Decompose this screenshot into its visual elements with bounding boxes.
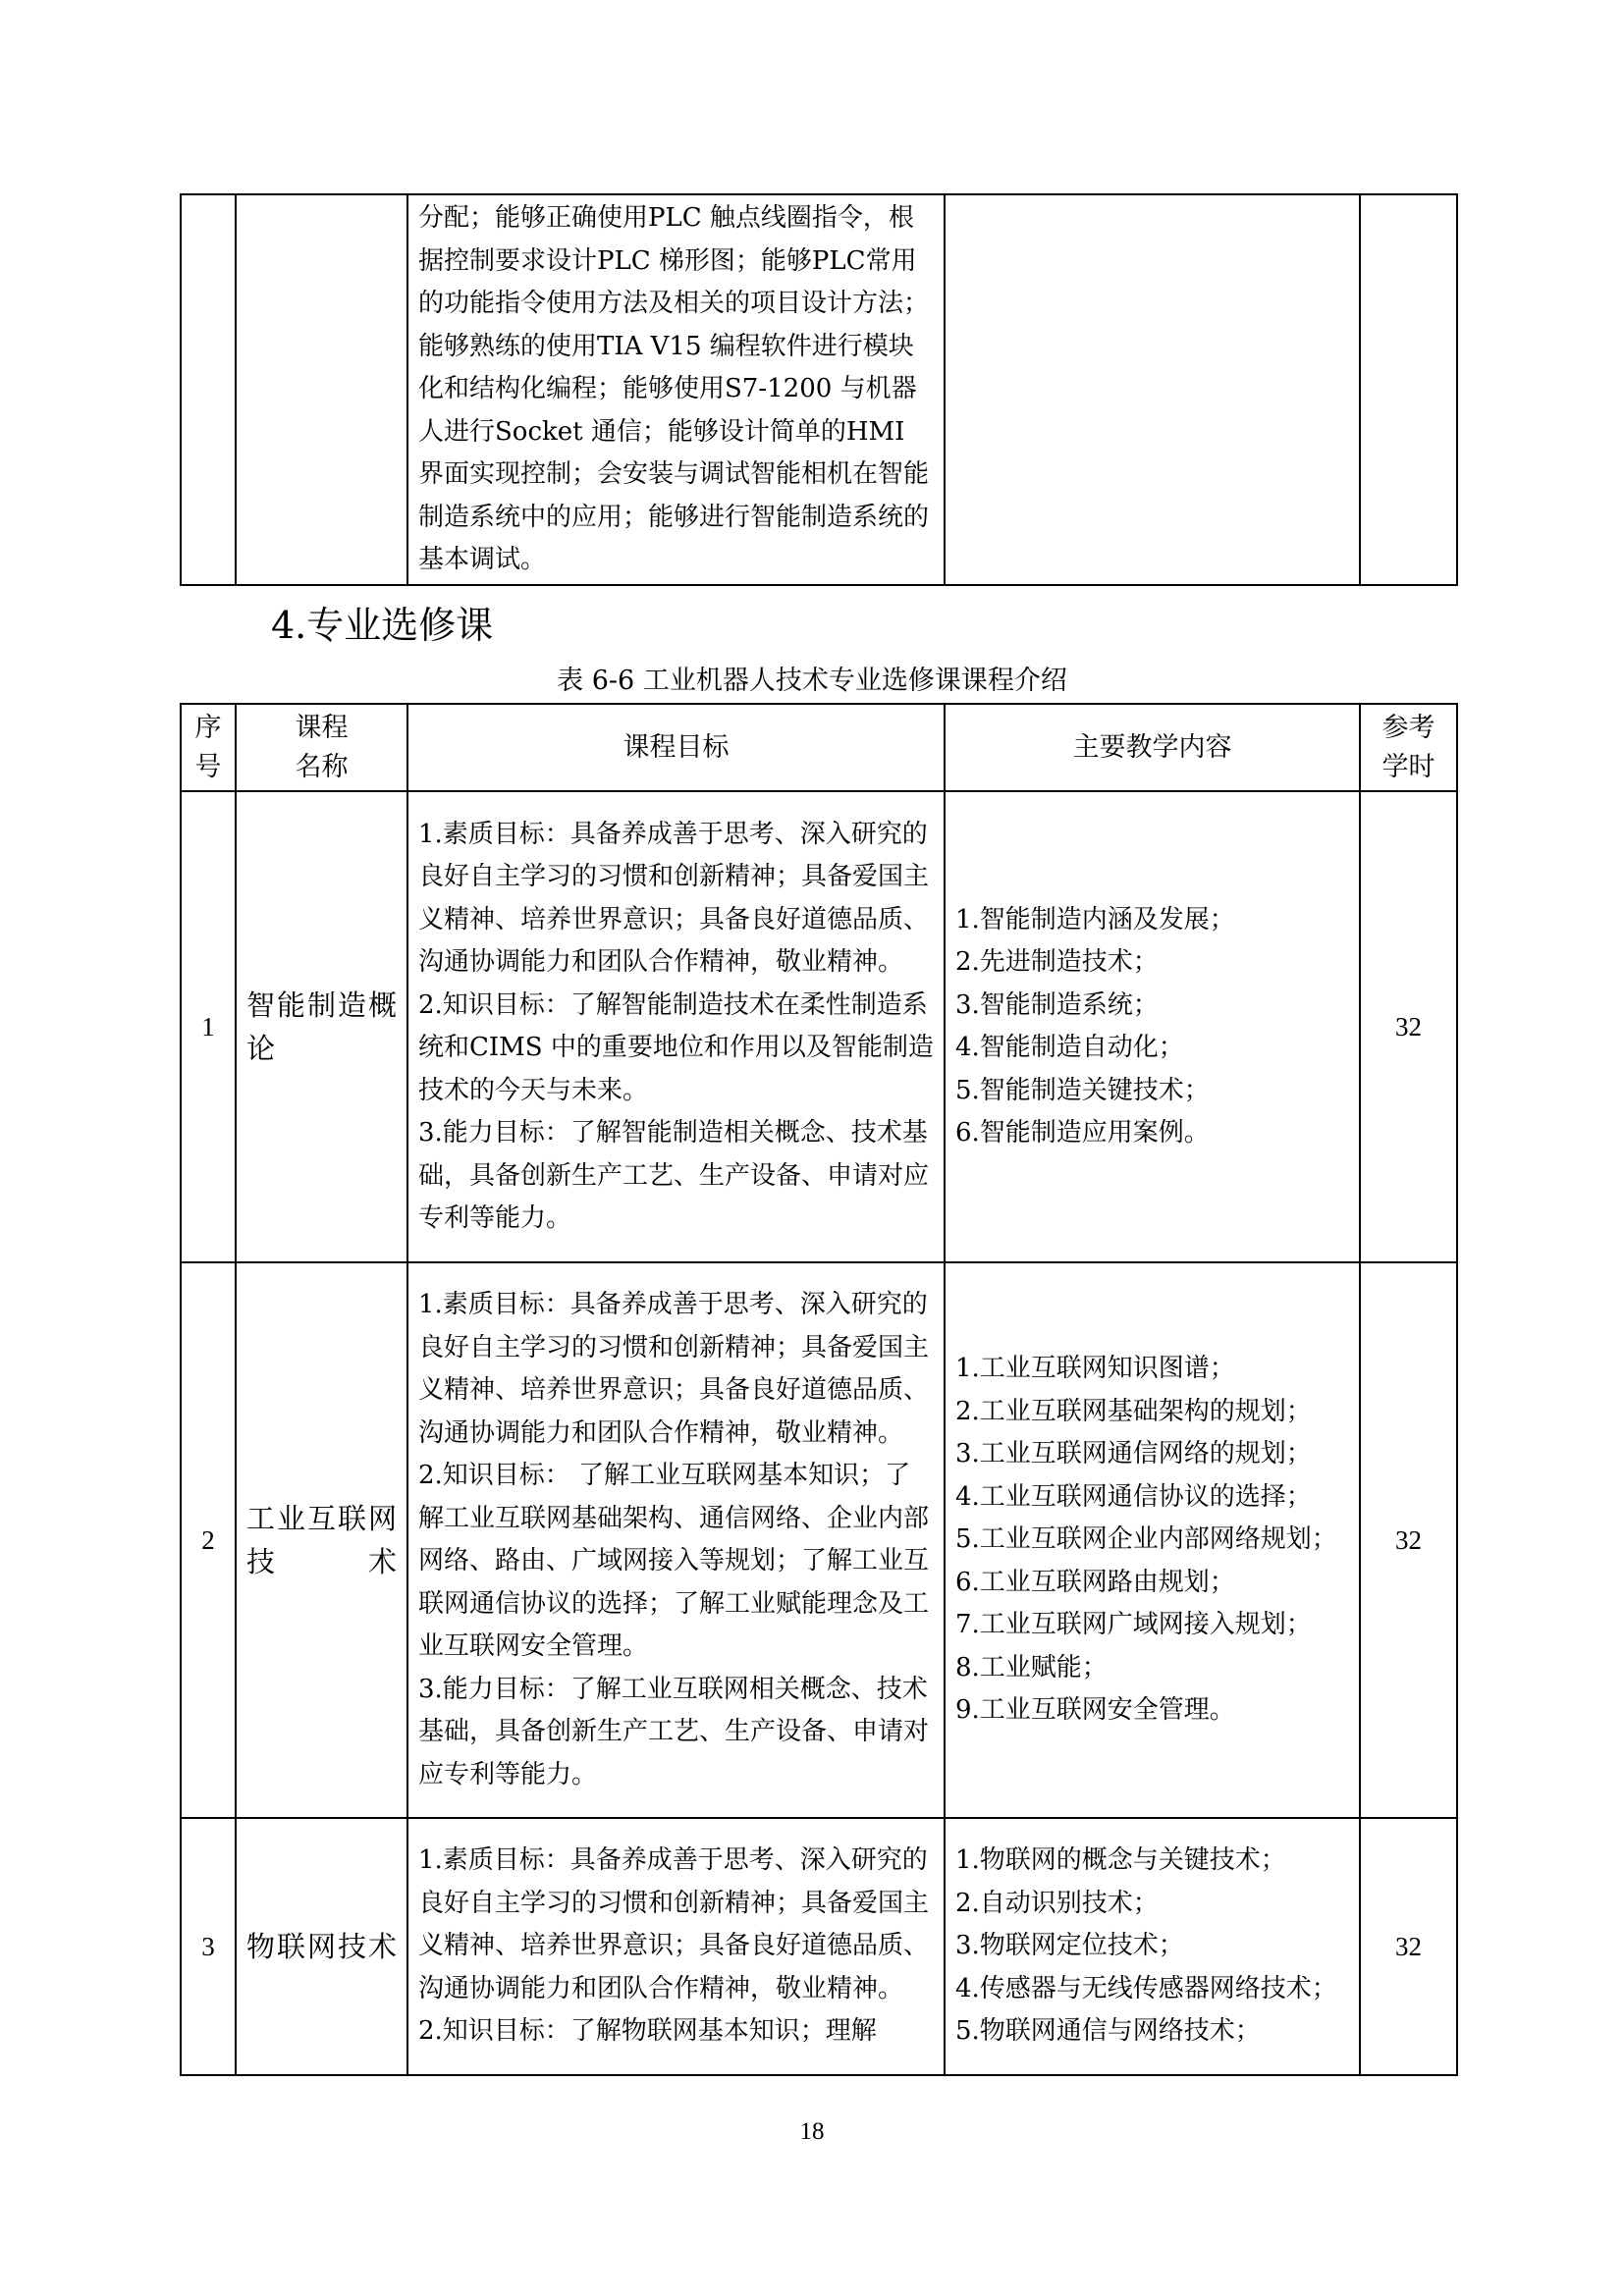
section-heading: 4.专业选修课 [271,604,494,647]
content-item: 1.智能制造内涵及发展； [955,904,1235,934]
goal-paragraph: 1.素质目标：具备养成善于思考、深入研究的良好自主学习的习惯和创新精神；具备爱国主义精神、培养世界意识；具备良好道德品质、沟通协调能力和团队合作精神，敬业精神。 [418,1845,930,2003]
continuation-table [180,193,1458,586]
content-item: 2.先进制造技术； [955,947,1159,977]
course-name-cell: 智能制造概论 [236,791,407,1262]
content-item: 9.工业互联网安全管理。 [955,1695,1235,1726]
content-item: 5.智能制造关键技术； [955,1075,1210,1105]
content-item: 6.工业互联网路由规划； [955,1567,1235,1597]
content-item: 4.传感器与无线传感器网络技术； [955,1973,1337,2003]
table-caption: 表 6-6 工业机器人技术专业选修课课程介绍 [557,666,1067,696]
header-teaching-content: 主要教学内容 [945,704,1360,791]
content-item: 3.物联网定位技术； [955,1931,1184,1961]
page-number: 18 [799,2118,825,2145]
goal-paragraph: 2.知识目标：了解智能制造技术在柔性制造系统和CIMS 中的重要地位和作用以及智能制造技术的今天与未来。 [418,989,934,1105]
content-item: 4.智能制造自动化； [955,1033,1184,1062]
teaching-content-cell [945,791,1360,1262]
hours-cell: 32 [1360,1818,1457,2075]
goal-paragraph: 2.知识目标： 了解工业互联网基本知识；了解工业互联网基础架构、通信网络、企业内部网络、路由、广域网接入等规划；了解工业互联网通信协议的选择；了解工业赋能理念及工业互联网安全管理。 [418,1461,930,1661]
course-name-cell: 物联网技术 [236,1818,407,2075]
goal-paragraph: 3.能力目标：了解工业互联网相关概念、技术基础，具备创新生产工艺、生产设备、申请对应专利等能力。 [418,1674,930,1789]
content-item: 4.工业互联网通信协议的选择； [955,1481,1312,1512]
content-item: 6.智能制造应用案例。 [955,1118,1210,1148]
teaching-content-cell [945,1818,1360,2075]
goal-paragraph: 3.能力目标：了解智能制造相关概念、技术基础，具备创新生产工艺、生产设备、申请对应专利等能力。 [418,1118,930,1233]
course-name-cell [236,194,407,585]
header-course-name: 课程 名称 [236,704,407,791]
goal-paragraph: 2.知识目标：了解物联网基本知识；理解 [418,2016,877,2047]
goal-paragraph: 1.素质目标：具备养成善于思考、深入研究的良好自主学习的习惯和创新精神；具备爱国主义精神、培养世界意识；具备良好道德品质、沟通协调能力和团队合作精神，敬业精神。 [418,819,930,977]
elective-courses-table [180,703,1458,2076]
content-item: 2.工业互联网基础架构的规划； [955,1396,1312,1426]
content-item: 3.工业互联网通信网络的规划； [955,1439,1312,1469]
teaching-content-cell [945,194,1360,585]
content-item: 5.工业互联网企业内部网络规划； [955,1524,1337,1555]
header-seq: 序 号 [181,704,236,791]
course-goal-cell: 分配；能够正确使用PLC 触点线圈指令，根据控制要求设计PLC 梯形图；能够PLC常用的功能指令使用方法及相关的项目设计方法；能够熟练的使用TIA V15 编程软件进行模块化和结构化编程；能够使用S7-1200 与机器人进行Socket 通信；能够设计简单的HMI 界面实现控制；会安装与调试智能相机在智能制造系统中的应用；能够进行智能制造系统的基本调试。 [407,194,945,585]
table-row [181,194,1457,585]
course-name-cell: 工业互联网技术 [236,1262,407,1818]
content-item: 2.自动识别技术； [955,1888,1159,1918]
header-course-goal: 课程目标 [407,704,945,791]
hours-cell: 32 [1360,791,1457,1262]
course-goal-cell [407,1262,945,1818]
content-item: 8.工业赋能； [955,1652,1108,1682]
hours-cell [1360,194,1457,585]
table-row [181,1818,1457,2075]
content-item: 5.物联网通信与网络技术； [955,2016,1261,2047]
course-goal-cell [407,791,945,1262]
course-goal-cell [407,1818,945,2075]
seq-cell: 1 [181,791,236,1262]
seq-cell: 3 [181,1818,236,2075]
seq-cell [181,194,236,585]
hours-cell: 32 [1360,1262,1457,1818]
table-row [181,1262,1457,1818]
content-item: 3.智能制造系统； [955,989,1159,1020]
table-row [181,791,1457,1262]
table-header-row [181,704,1457,791]
content-item: 1.工业互联网知识图谱； [955,1354,1235,1384]
goal-paragraph: 1.素质目标：具备养成善于思考、深入研究的良好自主学习的习惯和创新精神；具备爱国主义精神、培养世界意识；具备良好道德品质、沟通协调能力和团队合作精神，敬业精神。 [418,1290,930,1448]
content-item: 1.物联网的概念与关键技术； [955,1845,1286,1876]
seq-cell: 2 [181,1262,236,1818]
teaching-content-cell [945,1262,1360,1818]
content-item: 7.工业互联网广域网接入规划； [955,1610,1312,1640]
header-hours: 参考 学时 [1360,704,1457,791]
